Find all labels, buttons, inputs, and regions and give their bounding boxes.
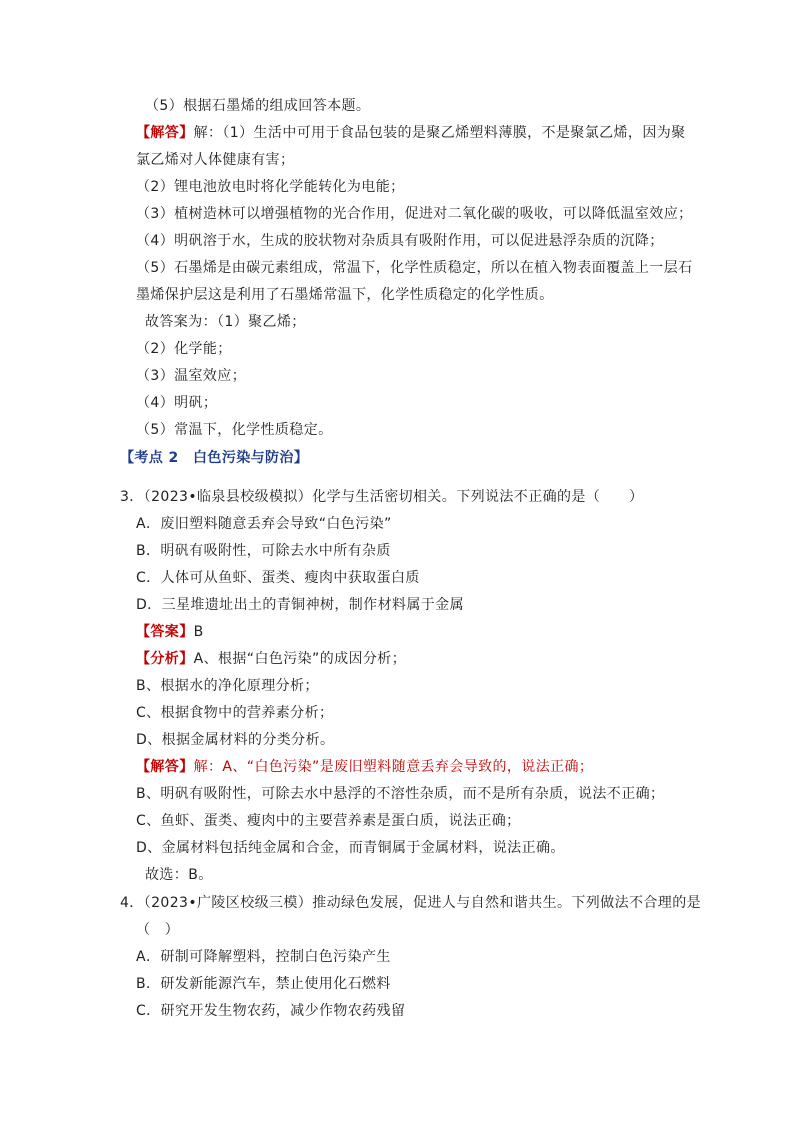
q2-hint-5: （5）根据石墨烯的组成回答本题。 — [145, 98, 371, 114]
q3-stem: 3．（2023•临泉县校级模拟）化学与生活密切相关。下列说法不正确的是（ ） — [120, 489, 644, 505]
answer-label: 【答案】 — [136, 624, 194, 640]
analysis-text-a: A、根据“白色污染”的成因分析； — [193, 651, 407, 667]
q2-answer-line-1: 故答案为：（1）聚乙烯； — [145, 314, 306, 330]
q2-solution-line-6: （5）石墨烯是由碳元素组成，常温下，化学性质稳定，所以在植入物表面覆盖上一层石 — [136, 260, 693, 276]
q4-option-c: C．研究开发生物农药，减少作物农药残留 — [136, 1003, 406, 1019]
q3-solution-a — [136, 757, 593, 777]
q3-analysis-c: C、根据食物中的营养素分析； — [136, 705, 334, 721]
q3-solution-c: C、鱼虾、蛋类、瘦肉中的主要营养素是蛋白质，说法正确； — [136, 813, 521, 829]
q2-answer-line-2: （2）化学能； — [136, 341, 232, 357]
solution-text: 解：（1）生活中可用于食品包装的是聚乙烯塑料薄膜，不是聚氯乙烯，因为聚 — [193, 125, 686, 141]
q2-answer-line-3: （3）温室效应； — [136, 368, 247, 384]
q3-solution-text-a: 解：A、“白色污染”是废旧塑料随意丢弃会导致的，说法正确； — [193, 759, 594, 775]
q2-solution-line-2: 氯乙烯对人体健康有害； — [136, 152, 295, 168]
q2-answer-line-4: （4）明矾； — [136, 395, 218, 411]
q3-analysis-a — [136, 649, 406, 669]
q3-option-a: A．废旧塑料随意丢弃会导致“白色污染” — [136, 516, 392, 532]
q3-choose: 故选：B。 — [145, 867, 213, 883]
q2-solution-line-3: （2）锂电池放电时将化学能转化为电能； — [136, 179, 405, 195]
q3-analysis-d: D、根据金属材料的分类分析。 — [136, 732, 335, 748]
q3-solution-b: B、明矾有吸附性，可除去水中悬浮的不溶性杂质，而不是所有杂质，说法不正确； — [136, 786, 665, 802]
q4-option-b: B．研发新能源汽车，禁止使用化石燃料 — [136, 976, 391, 992]
q2-solution-line-4: （3）植树造林可以增强植物的光合作用，促进对二氧化碳的吸收，可以降低温室效应； — [136, 206, 693, 222]
q3-solution-d: D、金属材料包括纯金属和合金，而青铜属于金属材料，说法正确。 — [136, 840, 565, 856]
q2-solution-line-7: 墨烯保护层这是利用了石墨烯常温下，化学性质稳定的化学性质。 — [136, 287, 554, 303]
q3-option-d: D．三星堆遗址出土的青铜神树，制作材料属于金属 — [136, 597, 464, 613]
q2-solution-line-1 — [136, 123, 686, 143]
solution-label: 【解答】 — [136, 125, 194, 141]
q4-stem: 4．（2023•广陵区校级三模）推动绿色发展，促进人与自然和谐共生。下列做法不合理的是 — [120, 895, 701, 911]
section-heading: 【考点 2 白色污染与防治】 — [120, 450, 309, 466]
q3-solution-label: 【解答】 — [136, 759, 194, 775]
q4-paren: （ ） — [136, 922, 180, 938]
q2-solution-line-5: （4）明矾溶于水，生成的胶状物对杂质具有吸附作用，可以促进悬浮杂质的沉降； — [136, 233, 664, 249]
analysis-label: 【分析】 — [136, 651, 194, 667]
q4-option-a: A．研制可降解塑料，控制白色污染产生 — [136, 949, 391, 965]
q3-analysis-b: B、根据水的净化原理分析； — [136, 678, 319, 694]
q3-option-b: B．明矾有吸附性，可除去水中所有杂质 — [136, 543, 391, 559]
answer-value: B — [193, 624, 204, 640]
q3-option-c: C．人体可从鱼虾、蛋类、瘦肉中获取蛋白质 — [136, 570, 420, 586]
q3-answer — [136, 622, 204, 642]
q2-answer-line-5: （5）常温下，化学性质稳定。 — [136, 422, 333, 438]
